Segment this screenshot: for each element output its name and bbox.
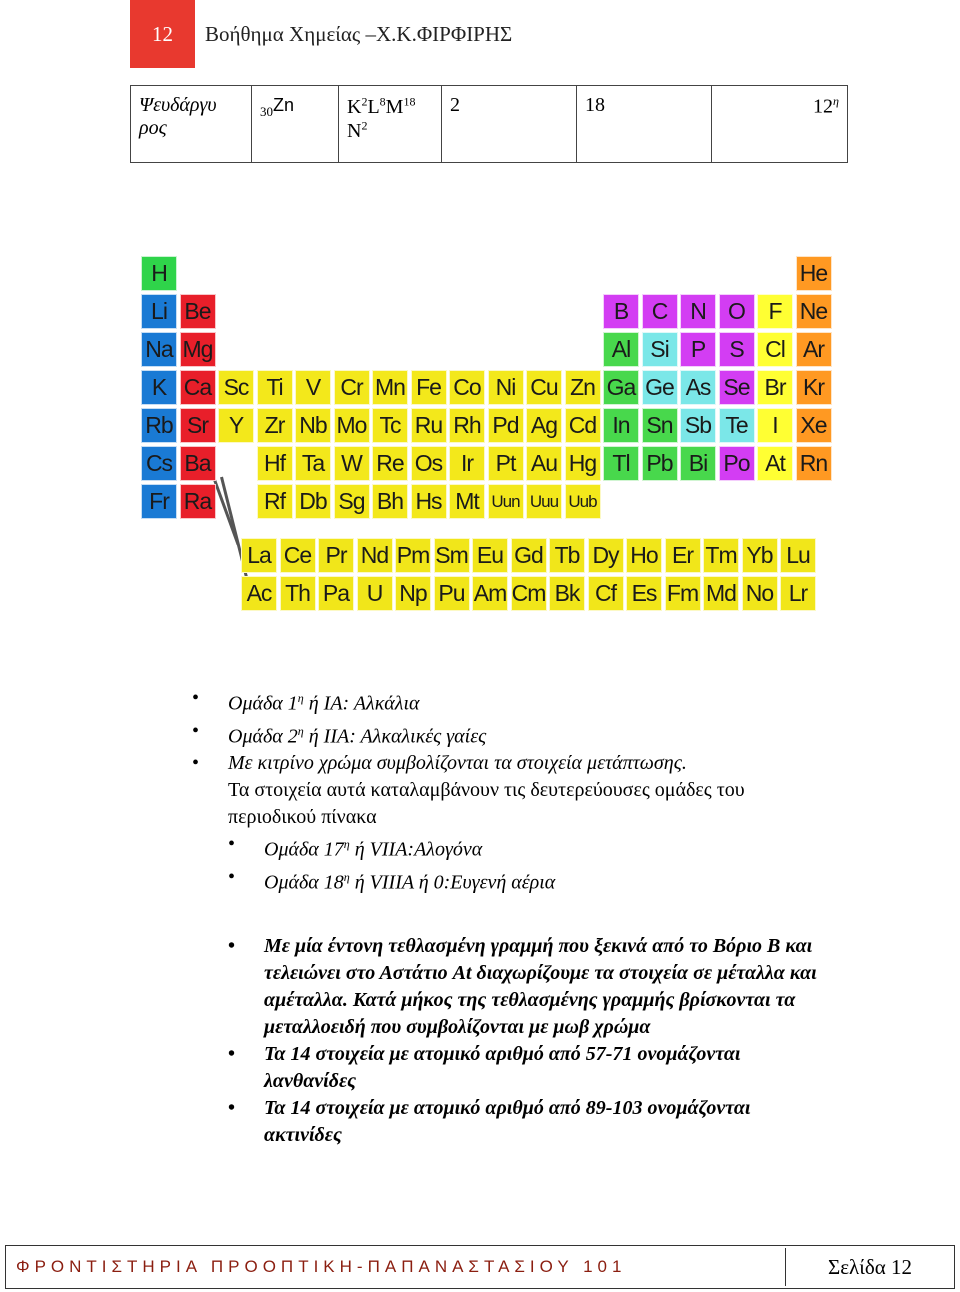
element-cell-h: H — [141, 256, 177, 291]
element-cell-mo: Mo — [334, 408, 370, 443]
element-cell-ar: Ar — [796, 332, 832, 367]
element-cell-ir: Ir — [449, 446, 485, 481]
element-cell-se: Se — [719, 370, 755, 405]
element-cell-y: Y — [218, 408, 254, 443]
element-cell-zn: Zn — [565, 370, 601, 405]
note-sup: η — [297, 691, 304, 705]
element-cell-uun: Uun — [488, 484, 524, 519]
element-cell-am: Am — [472, 576, 508, 611]
element-cell-cu: Cu — [526, 370, 562, 405]
element-cell-i: I — [757, 408, 793, 443]
notes-paragraph: Τα στοιχεία αυτά καταλαμβάνουν τις δευτερεύουσες ομάδες του περιοδικού πίνακα — [228, 779, 745, 829]
page-number-badge — [130, 0, 195, 68]
element-name-line1: Ψευδάργυ — [139, 94, 217, 116]
element-cell-na: Na — [141, 332, 177, 367]
element-cell-he: He — [796, 256, 832, 291]
table-row — [131, 86, 848, 163]
element-cell-fm: Fm — [665, 576, 701, 611]
group-number-cell: 18 — [577, 86, 712, 163]
element-name-cell — [131, 86, 252, 163]
element-cell-bk: Bk — [549, 576, 585, 611]
element-cell-ca: Ca — [180, 370, 216, 405]
element-cell-b: B — [603, 294, 639, 329]
group-label-sup: η — [833, 94, 839, 108]
element-cell-cd: Cd — [565, 408, 601, 443]
element-cell-co: Co — [449, 370, 485, 405]
element-cell-nd: Nd — [357, 538, 393, 573]
element-cell-mg: Mg — [180, 332, 216, 367]
note-text: Ομάδα 17 — [264, 838, 344, 861]
element-symbol-cell — [252, 86, 339, 163]
element-cell-ce: Ce — [280, 538, 316, 573]
list-item: • Τα 14 στοιχεία με ατομικό αριθμό από 89-103 ονομάζονται ακτινίδες — [264, 1095, 824, 1149]
element-cell-br: Br — [757, 370, 793, 405]
note-text: Ομάδα 2 — [228, 725, 298, 748]
element-cell-os: Os — [411, 446, 447, 481]
element-cell-la: La — [241, 538, 277, 573]
element-cell-n: N — [680, 294, 716, 329]
periodic-table — [140, 255, 835, 620]
element-cell-ne: Ne — [796, 294, 832, 329]
bold-notes-section — [264, 933, 824, 1149]
element-cell-uuu: Uuu — [526, 484, 562, 519]
element-cell-ta: Ta — [295, 446, 331, 481]
element-cell-po: Po — [719, 446, 755, 481]
element-cell-ti: Ti — [257, 370, 293, 405]
list-item — [264, 864, 848, 897]
element-cell-lr: Lr — [780, 576, 816, 611]
element-cell-db: Db — [295, 484, 331, 519]
footer-page-number: Σελίδα 12 — [785, 1248, 954, 1286]
electron-config-line2: $N^2$ — [347, 118, 368, 143]
notes-list — [228, 685, 848, 777]
element-cell-ru: Ru — [411, 408, 447, 443]
element-cell-o: O — [719, 294, 755, 329]
element-cell-w: W — [334, 446, 370, 481]
notes-sublist — [264, 831, 848, 896]
element-cell-cl: Cl — [757, 332, 793, 367]
electron-config-cell — [339, 86, 442, 163]
element-cell-sb: Sb — [680, 408, 716, 443]
element-cell-np: Np — [395, 576, 431, 611]
running-head: Βοήθημα Χημείας –Χ.Κ.ΦΙΡΦΙΡΗΣ — [205, 22, 513, 46]
element-cell-mt: Mt — [449, 484, 485, 519]
element-cell-yb: Yb — [742, 538, 778, 573]
element-cell-kr: Kr — [796, 370, 832, 405]
element-cell-rb: Rb — [141, 408, 177, 443]
element-cell-pm: Pm — [395, 538, 431, 573]
element-cell-pr: Pr — [318, 538, 354, 573]
element-symbol: Zn — [273, 95, 295, 115]
element-cell-mn: Mn — [372, 370, 408, 405]
element-cell-si: Si — [642, 332, 678, 367]
element-cell-pu: Pu — [434, 576, 470, 611]
element-cell-hf: Hf — [257, 446, 293, 481]
list-item — [264, 831, 848, 864]
element-cell-tl: Tl — [603, 446, 639, 481]
list-item — [228, 685, 848, 718]
group-label-cell — [712, 86, 848, 163]
group-label: 12 — [813, 95, 834, 118]
element-cell-bh: Bh — [372, 484, 408, 519]
element-cell-fr: Fr — [141, 484, 177, 519]
element-cell-sm: Sm — [434, 538, 470, 573]
element-cell-md: Md — [703, 576, 739, 611]
element-cell-ga: Ga — [603, 370, 639, 405]
element-cell-dy: Dy — [588, 538, 624, 573]
element-cell-ac: Ac — [241, 576, 277, 611]
notes-section — [228, 685, 848, 897]
element-cell-xe: Xe — [796, 408, 832, 443]
element-cell-eu: Eu — [472, 538, 508, 573]
element-name-line2: ρος — [139, 117, 167, 139]
element-cell-ra: Ra — [180, 484, 216, 519]
element-cell-pa: Pa — [318, 576, 354, 611]
note-text: ή VIIIA ή 0:Ευγενή αέρια — [349, 871, 556, 894]
element-cell-ge: Ge — [642, 370, 678, 405]
element-cell-hs: Hs — [411, 484, 447, 519]
footer-title: ΦΡΟΝΤΙΣΤΗΡΙΑ ΠΡΟΟΠΤΙΚΗ-ΠΑΠΑΝΑΣΤΑΣΙΟΥ 101 — [16, 1257, 627, 1276]
element-cell-sn: Sn — [642, 408, 678, 443]
element-cell-th: Th — [280, 576, 316, 611]
note-text: ή VIIA:Αλογόνα — [349, 838, 483, 861]
element-cell-u: U — [357, 576, 393, 611]
element-cell-k: K — [141, 370, 177, 405]
element-cell-in: In — [603, 408, 639, 443]
list-item — [228, 718, 848, 751]
list-item: • Τα 14 στοιχεία με ατομικό αριθμό από 57-71 ονομάζονται λανθανίδες — [264, 1041, 824, 1095]
element-cell-ho: Ho — [626, 538, 662, 573]
element-cell-sg: Sg — [334, 484, 370, 519]
note-text: ή ΙΙΑ: Αλκαλικές γαίες — [303, 725, 487, 748]
element-cell-pb: Pb — [642, 446, 678, 481]
page-footer — [5, 1245, 955, 1289]
element-cell-zr: Zr — [257, 408, 293, 443]
element-cell-re: Re — [372, 446, 408, 481]
element-cell-no: No — [742, 576, 778, 611]
element-cell-rf: Rf — [257, 484, 293, 519]
element-cell-as: As — [680, 370, 716, 405]
element-cell-gd: Gd — [511, 538, 547, 573]
atomic-number: 30 — [260, 104, 273, 119]
bold-notes-list — [264, 933, 824, 1149]
element-cell-er: Er — [665, 538, 701, 573]
element-cell-bi: Bi — [680, 446, 716, 481]
element-cell-tm: Tm — [703, 538, 739, 573]
element-cell-ba: Ba — [180, 446, 216, 481]
element-cell-c: C — [642, 294, 678, 329]
element-cell-li: Li — [141, 294, 177, 329]
element-cell-sc: Sc — [218, 370, 254, 405]
element-cell-sr: Sr — [180, 408, 216, 443]
element-cell-p: P — [680, 332, 716, 367]
element-cell-s: S — [719, 332, 755, 367]
element-cell-rh: Rh — [449, 408, 485, 443]
element-cell-nb: Nb — [295, 408, 331, 443]
element-cell-be: Be — [180, 294, 216, 329]
element-cell-tc: Tc — [372, 408, 408, 443]
element-cell-tb: Tb — [549, 538, 585, 573]
note-text: Ομάδα 18 — [264, 871, 344, 894]
note-sup: η — [297, 723, 304, 738]
element-cell-rn: Rn — [796, 446, 832, 481]
element-cell-cr: Cr — [334, 370, 370, 405]
element-cell-au: Au — [526, 446, 562, 481]
element-cell-ni: Ni — [488, 370, 524, 405]
element-info-table — [130, 85, 848, 163]
element-cell-cf: Cf — [588, 576, 624, 611]
electron-config: $K^2L^8M^{18}$ — [347, 94, 416, 118]
element-cell-uub: Uub — [565, 484, 601, 519]
element-cell-hg: Hg — [565, 446, 601, 481]
element-cell-at: At — [757, 446, 793, 481]
element-cell-cs: Cs — [141, 446, 177, 481]
period-cell: 2 — [442, 86, 577, 163]
note-text: ή ΙΑ: Αλκάλια — [303, 692, 420, 715]
element-cell-pd: Pd — [488, 408, 524, 443]
page-number: 12 — [152, 21, 173, 46]
note-sup: η — [343, 869, 350, 884]
note-text: Ομάδα 1 — [228, 692, 298, 715]
element-cell-ag: Ag — [526, 408, 562, 443]
element-cell-te: Te — [719, 408, 755, 443]
element-cell-cm: Cm — [511, 576, 547, 611]
element-cell-pt: Pt — [488, 446, 524, 481]
list-item: • Με μία έντονη τεθλασμένη γραμμή που ξεκινά από το Βόριο Β και τελειώνει στο Αστάτιο At διαχωρίζουμε τα στοιχεία σε μέταλλα και αμέταλλα. Κατά μήκος της τεθλασμένης γραμμής βρίσκονται τα μεταλλοειδή που συμβολίζονται με μωβ χρώμα — [264, 933, 824, 1041]
element-cell-lu: Lu — [780, 538, 816, 573]
element-cell-v: V — [295, 370, 331, 405]
element-cell-f: F — [757, 294, 793, 329]
element-cell-es: Es — [626, 576, 662, 611]
element-cell-al: Al — [603, 332, 639, 367]
note-sup: η — [343, 837, 350, 852]
list-item: • Με κιτρίνο χρώμα συμβολίζονται τα στοιχεία μετάπτωσης. — [228, 750, 848, 777]
element-cell-fe: Fe — [411, 370, 447, 405]
